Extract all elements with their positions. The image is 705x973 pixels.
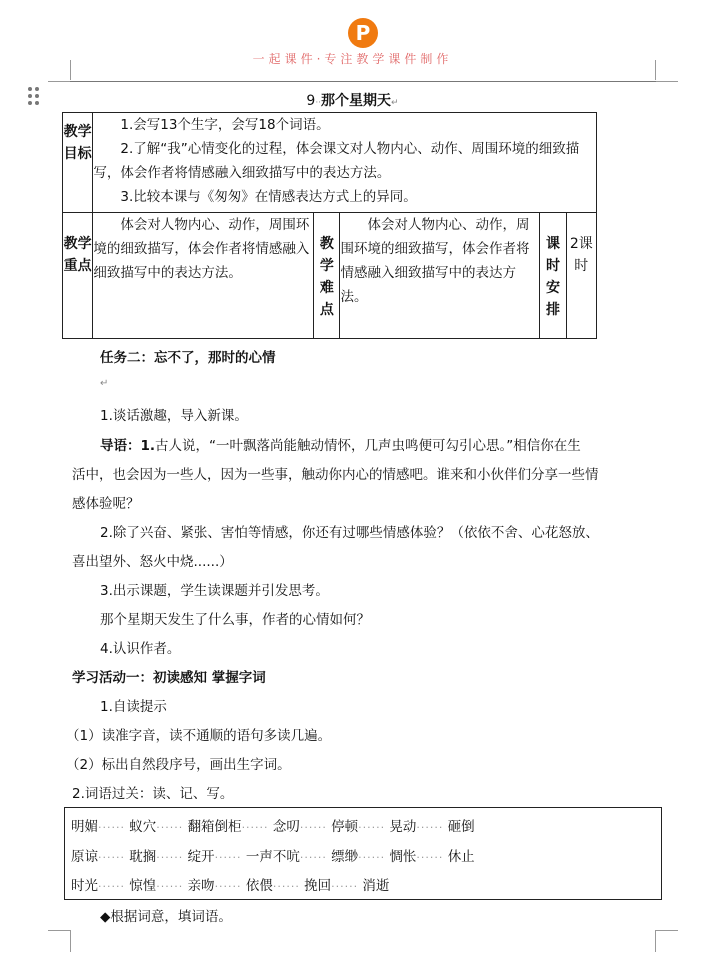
vocabulary-box — [64, 807, 662, 900]
crop-mark-top-right-h — [656, 81, 678, 82]
goals-label: 教学目标 — [63, 113, 93, 213]
vocab-word: 休止 — [447, 849, 475, 865]
vocab-word: 时光 — [71, 878, 98, 894]
vocab-word: 蚁穴 — [129, 819, 157, 835]
vocab-word: 晃动 — [389, 819, 417, 835]
vocab-word: 惆怅 — [389, 849, 417, 865]
step-4: 4.认识作者。 — [100, 641, 181, 657]
schedule-value: 2课时 — [566, 213, 596, 339]
crop-mark-bottom-left-h — [48, 930, 70, 931]
header-rule — [70, 81, 656, 82]
crop-mark-bottom-right — [655, 930, 656, 952]
lesson-plan-table — [62, 112, 597, 339]
vocab-word: 砸倒 — [447, 819, 475, 835]
vocab-word: 翻箱倒柜 — [187, 819, 242, 835]
step-3: 3.出示课题，学生读课题并引发思考。 — [100, 583, 329, 599]
intro-line-3: 感体验呢？ — [72, 496, 140, 512]
brand-logo: P — [348, 18, 378, 48]
difficulty-label: 教学难点 — [314, 213, 340, 339]
vocab-word: 挽回 — [304, 878, 332, 894]
goals-cell — [93, 113, 597, 213]
vocab-word: 绽开 — [187, 849, 215, 865]
intro-text-1: 古人说，“一叶飘落尚能触动情怀，几声虫鸣便可勾引心思。”相信你在生 — [155, 438, 581, 454]
key-label: 教学重点 — [63, 213, 93, 339]
step-2-line-1: 2.除了兴奋、紧张、害怕等情感，你还有过哪些情感体验？（依依不舍、心花怒放、 — [100, 525, 599, 541]
intro-line-2: 活中，也会因为一些人，因为一些事，触动你内心的情感吧。谁来和小伙伴们分享一些情 — [72, 467, 599, 483]
goal-1: 1.会写13个生字，会写18个词语。 — [120, 117, 330, 133]
crop-mark-bottom-right-h — [656, 930, 678, 931]
vocab-word: 缥缈 — [331, 849, 359, 865]
intro-line-1 — [100, 434, 581, 454]
sub-step-1: 1.自读提示 — [100, 699, 167, 715]
intro-number: 1. — [140, 438, 156, 454]
crop-mark-bottom-left — [70, 930, 71, 952]
schedule-label: 课时安排 — [540, 213, 566, 339]
vocab-row-3: 时光······ 惊惶······ 亲吻······ 依偎······ 挽回······ 消逝 — [71, 874, 389, 894]
vocab-row-1: 明媚······ 蚁穴······ 翻箱倒柜······ 念叨······ 停顿······ 晃动······ 砸倒 — [71, 815, 475, 835]
vocab-word: 亲吻 — [187, 878, 215, 894]
task-title: 任务二：忘不了，那时的心情 — [100, 350, 276, 366]
crop-mark-top-left — [70, 60, 71, 80]
sub-step-2: 2.词语过关：读、记、写。 — [72, 786, 234, 802]
brand-slogan: 一起课件·专注教学课件制作 — [252, 52, 453, 66]
vocab-word: 惊惶 — [129, 878, 157, 894]
crop-mark-top-left-h — [48, 81, 70, 82]
reading-tip-2: （2）标出自然段序号，画出生字词。 — [66, 757, 291, 773]
lesson-title: 9··那个星期天↵ — [306, 93, 399, 109]
fill-in-instruction: ◆根据词意，填词语。 — [100, 909, 232, 925]
vocab-word: 明媚 — [71, 819, 98, 835]
difficulty-text: 体会对人物内心、动作，周围环境的细致描写，体会作者将情感融入细致描写中的表达方法。 — [340, 213, 540, 339]
vocab-word: 停顿 — [331, 819, 359, 835]
goal-2: 2.了解“我”心情变化的过程，体会课文对人物内心、动作、周围环境的细致描写，体会作者将情感融入细致描写中的表达方法。 — [93, 141, 580, 181]
vocab-word: 消逝 — [362, 878, 390, 894]
vocab-word: 耽搁 — [129, 849, 157, 865]
step-1: 1.谈话激趣，导入新课。 — [100, 408, 248, 424]
vocab-row-2: 原谅······ 耽搁······ 绽开······ 一声不吭······ 缥缈······ 惆怅······ 休止 — [71, 845, 475, 865]
step-2-line-2: 喜出望外、怒火中烧......） — [72, 554, 233, 570]
empty-paragraph-mark: ↵ — [100, 378, 109, 389]
vocab-word: 原谅 — [71, 849, 98, 865]
activity-title: 学习活动一：初读感知 掌握字词 — [72, 670, 266, 686]
vocab-word: 念叨 — [272, 819, 300, 835]
intro-label: 导语： — [100, 438, 141, 454]
step-3-question: 那个星期天发生了什么事，作者的心情如何？ — [100, 612, 370, 628]
crop-mark-top-right — [655, 60, 656, 80]
vocab-word: 一声不吭 — [245, 849, 300, 865]
key-text: 体会对人物内心、动作，周围环境的细致描写，体会作者将情感融入细致描写中的表达方法。 — [93, 213, 314, 339]
reading-tip-1: （1）读准字音，读不通顺的语句多读几遍。 — [66, 728, 332, 744]
goal-3: 3.比较本课与《匆匆》在情感表达方式上的异同。 — [120, 189, 417, 205]
vocab-word: 依偎 — [245, 878, 273, 894]
